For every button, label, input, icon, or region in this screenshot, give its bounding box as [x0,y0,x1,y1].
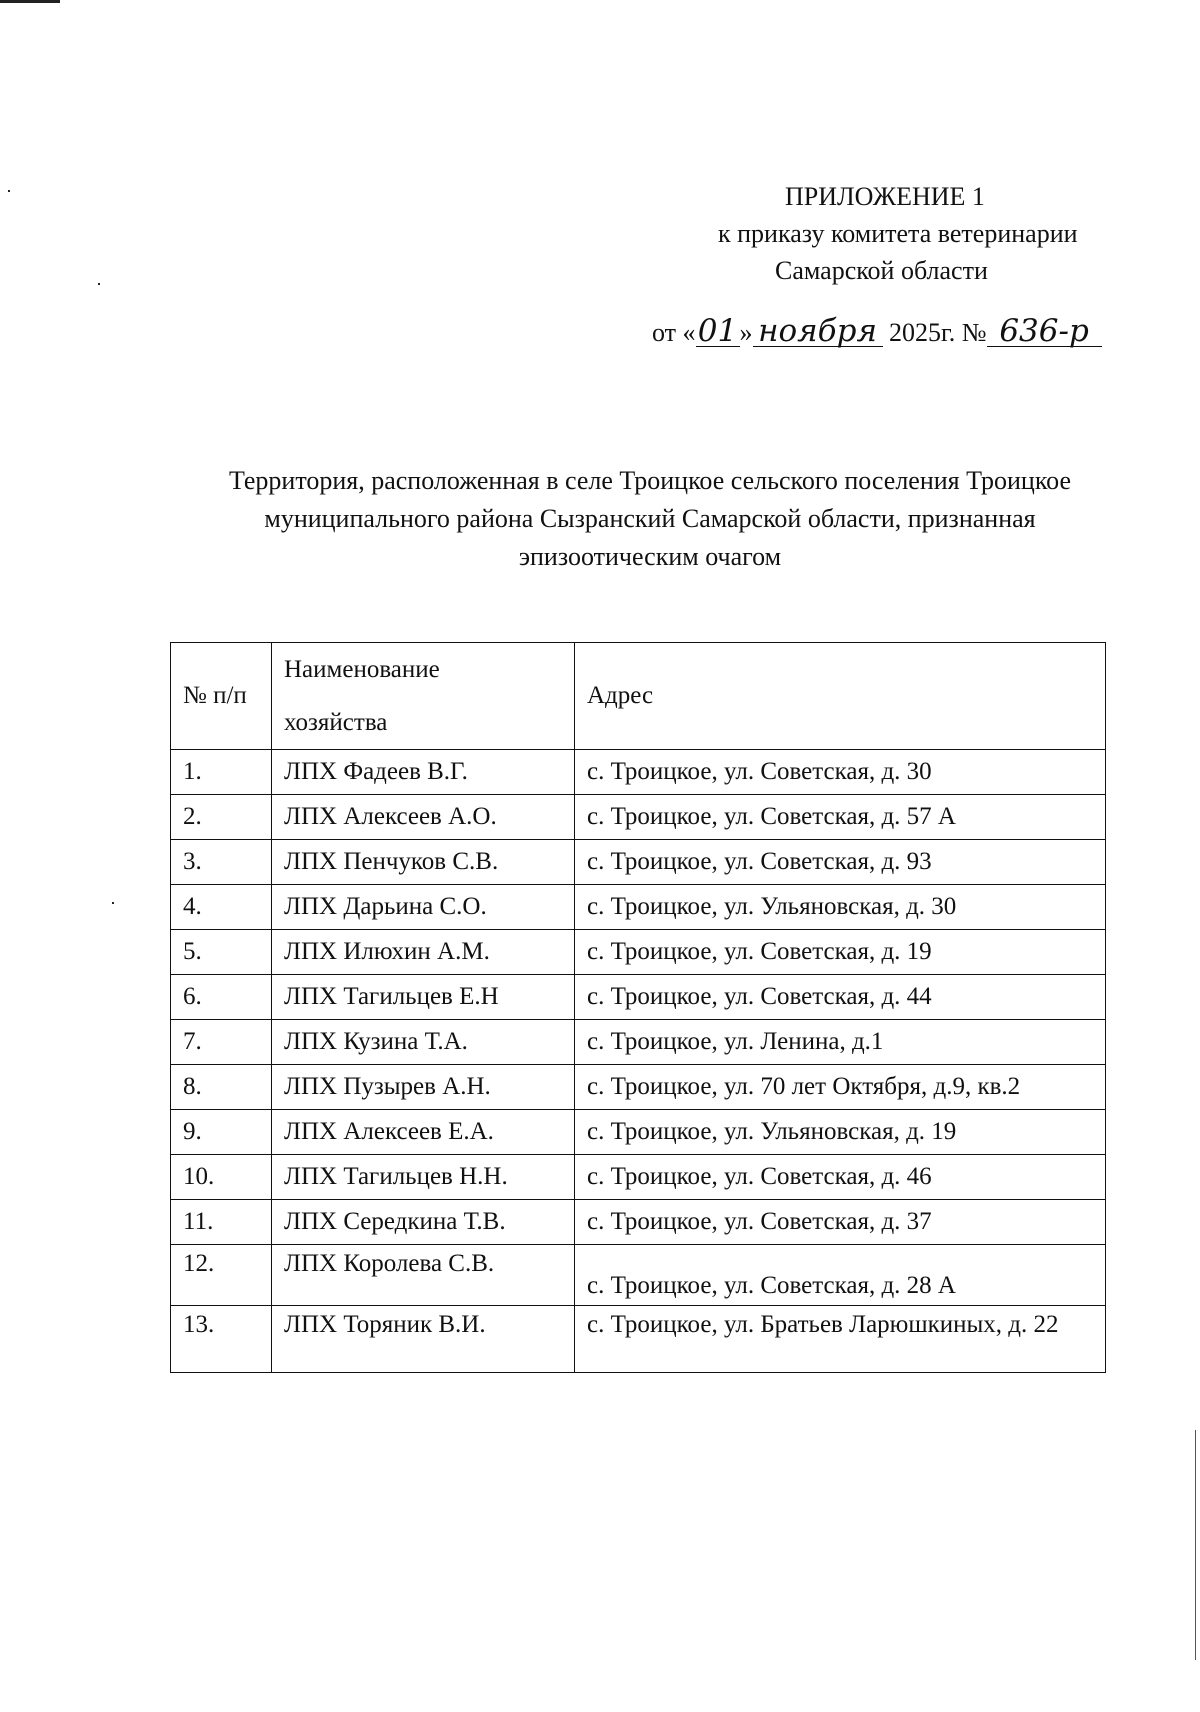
row-number: 8. [171,1065,272,1110]
household-address: с. Троицкое, ул. Ленина, д.1 [575,1020,1106,1065]
order-line [652,313,1172,349]
household-address: с. Троицкое, ул. 70 лет Октября, д.9, кв.2 [575,1065,1106,1110]
household-address: с. Троицкое, ул. Советская, д. 19 [575,930,1106,975]
household-name: ЛПХ Илюхин А.М. [272,930,575,975]
header-name-line-1: Наименование [284,656,440,683]
header-name [272,643,575,750]
household-address: с. Троицкое, ул. Советская, д. 57 А [575,795,1106,840]
household-name: ЛПХ Тагильцев Н.Н. [272,1155,575,1200]
table-row [171,795,1106,840]
order-quote-close: » [739,318,753,347]
household-name: ЛПХ Тагильцев Е.Н [272,975,575,1020]
table-row [171,930,1106,975]
household-name: ЛПХ Алексеев А.О. [272,795,575,840]
order-day-handwritten: 01 [696,316,740,347]
row-number: 6. [171,975,272,1020]
table-row [171,975,1106,1020]
scan-artifact [1195,1430,1196,1660]
household-name: ЛПХ Дарьина С.О. [272,885,575,930]
table-row [171,840,1106,885]
household-name: ЛПХ Середкина Т.В. [272,1200,575,1245]
household-address: с. Троицкое, ул. Советская, д. 46 [575,1155,1106,1200]
row-number: 4. [171,885,272,930]
household-address: с. Троицкое, ул. Советская, д. 37 [575,1200,1106,1245]
household-name: ЛПХ Пенчуков С.В. [272,840,575,885]
appendix-line-order: к приказу комитета ветеринарии [718,219,1078,248]
table-row [171,1065,1106,1110]
household-address: с. Троицкое, ул. Ульяновская, д. 30 [575,885,1106,930]
table-row [171,1020,1106,1065]
territory-table [170,642,1106,1373]
header-address: Адрес [575,643,1106,750]
document-title [150,462,1150,576]
table-row [171,1306,1106,1373]
household-name: ЛПХ Королева С.В. [272,1245,575,1306]
order-prefix: от « [652,318,696,347]
table-header-row [171,643,1106,750]
table-row [171,885,1106,930]
table-row [171,1110,1106,1155]
household-address: с. Троицкое, ул. Ульяновская, д. 19 [575,1110,1106,1155]
scan-artifact [98,283,100,285]
title-line-3: эпизоотическим очагом [518,542,782,571]
scan-artifact [8,190,10,192]
table-body [171,750,1106,1373]
row-number: 12. [171,1245,272,1306]
title-line-2: муниципального района Сызранский Самарской области, признанная [264,504,1036,533]
header-num: № п/п [171,643,272,750]
order-month-handwritten: ноября [753,316,883,347]
table-row [171,1155,1106,1200]
household-address: с. Троицкое, ул. Советская, д. 93 [575,840,1106,885]
row-number: 11. [171,1200,272,1245]
row-number: 1. [171,750,272,795]
table-row [171,1200,1106,1245]
household-name: ЛПХ Пузырев А.Н. [272,1065,575,1110]
row-number: 7. [171,1020,272,1065]
household-address: с. Троицкое, ул. Советская, д. 44 [575,975,1106,1020]
household-name: ЛПХ Алексеев Е.А. [272,1110,575,1155]
order-number-handwritten: 636-р [987,316,1102,347]
header-name-line-2: хозяйства [284,709,388,736]
household-name: ЛПХ Торяник В.И. [272,1306,575,1373]
household-address: с. Троицкое, ул. Советская, д. 30 [575,750,1106,795]
title-line-1: Территория, расположенная в селе Троицкое сельского поселения Троицкое [228,466,1072,495]
row-number: 10. [171,1155,272,1200]
appendix-header [640,178,1120,289]
row-number: 9. [171,1110,272,1155]
order-year-text: 2025г. № [889,318,987,347]
row-number: 13. [171,1306,272,1373]
appendix-title: ПРИЛОЖЕНИЕ 1 [785,182,985,211]
scan-artifact [0,0,60,3]
appendix-line-region: Самарской области [775,256,988,285]
household-name: ЛПХ Кузина Т.А. [272,1020,575,1065]
row-number: 3. [171,840,272,885]
table-row [171,750,1106,795]
household-name: ЛПХ Фадеев В.Г. [272,750,575,795]
household-address: с. Троицкое, ул. Советская, д. 28 А [575,1245,1106,1306]
row-number: 2. [171,795,272,840]
table-row [171,1245,1106,1306]
row-number: 5. [171,930,272,975]
household-address: с. Троицкое, ул. Братьев Ларюшкиных, д. 22 [575,1306,1106,1373]
scan-artifact [112,902,114,904]
